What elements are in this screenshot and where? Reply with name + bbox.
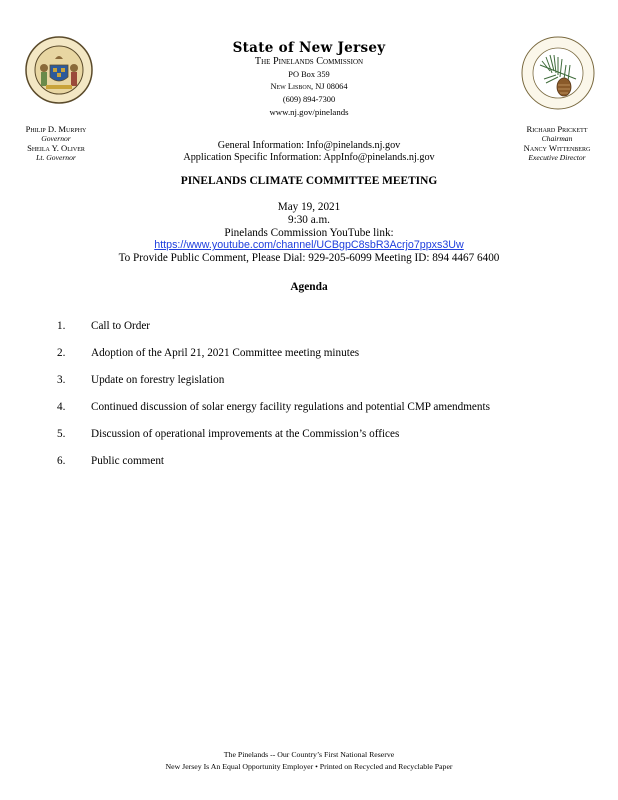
footer bbox=[0, 749, 618, 772]
director-name: Nancy Wittenberg bbox=[523, 142, 591, 153]
chairman-title: Chairman bbox=[541, 134, 573, 144]
agenda-item-text: Update on forestry legislation bbox=[91, 374, 225, 386]
application-info: Application Specific Information: AppInfo@pinelands.nj.gov bbox=[183, 152, 435, 163]
chairman-name: Richard Prickett bbox=[526, 124, 588, 134]
contact-info bbox=[0, 140, 618, 164]
agenda-item bbox=[0, 455, 618, 482]
commission-name: The Pinelands Commission bbox=[254, 56, 364, 67]
director-title: Executive Director bbox=[528, 152, 586, 162]
website: www.nj.gov/pinelands bbox=[269, 107, 349, 117]
agenda-item-number: 3. bbox=[57, 374, 66, 386]
agenda-item bbox=[0, 320, 618, 347]
agenda-item-number: 1. bbox=[57, 320, 66, 332]
agenda-item-number: 5. bbox=[57, 428, 66, 440]
agenda-item bbox=[0, 347, 618, 374]
agenda-title: Agenda bbox=[290, 281, 328, 293]
meeting-details bbox=[0, 201, 618, 265]
governor-name: Philip D. Murphy bbox=[25, 124, 87, 134]
address: New Lisbon, NJ 08064 bbox=[270, 82, 348, 91]
lt-governor-name: Sheila Y. Oliver bbox=[27, 142, 85, 153]
agenda-item-text: Call to Order bbox=[91, 320, 151, 332]
agenda-item bbox=[0, 428, 618, 455]
agenda-item-number: 4. bbox=[57, 401, 66, 413]
letterhead bbox=[0, 40, 618, 119]
footer-line-2: New Jersey Is An Equal Opportunity Employer • Printed on Recycled and Recyclable Paper bbox=[165, 761, 453, 771]
po-box: PO Box 359 bbox=[288, 69, 330, 79]
footer-line-1: The Pinelands -- Our Country’s First National Reserve bbox=[223, 750, 395, 759]
agenda-item-text: Adoption of the April 21, 2021 Committee meeting minutes bbox=[91, 347, 360, 359]
agenda-item bbox=[0, 401, 618, 428]
state-name: State of New Jersey bbox=[232, 40, 386, 56]
phone: (609) 894-7300 bbox=[282, 94, 336, 104]
youtube-link[interactable]: https://www.youtube.com/channel/UCBgpC8sbR3Acrjo7ppxs3Uw bbox=[154, 239, 464, 252]
agenda-item-text: Discussion of operational improvements at the Commission’s offices bbox=[91, 428, 400, 440]
agenda-item-number: 2. bbox=[57, 347, 66, 359]
meeting-title: PINELANDS CLIMATE COMMITTEE MEETING bbox=[180, 175, 438, 187]
meeting-date: May 19, 2021 bbox=[277, 201, 341, 213]
youtube-label: Pinelands Commission YouTube link: bbox=[224, 226, 394, 239]
general-info: General Information: Info@pinelands.nj.gov bbox=[217, 140, 401, 151]
agenda-item-text: Public comment bbox=[91, 455, 165, 467]
governor-title: Governor bbox=[41, 134, 71, 144]
agenda-item-number: 6. bbox=[57, 455, 66, 467]
public-comment-line: To Provide Public Comment, Please Dial: 929-205-6099 Meeting ID: 894 4467 6400 bbox=[118, 252, 500, 265]
lt-governor-title: Lt. Governor bbox=[36, 152, 76, 162]
agenda-item bbox=[0, 374, 618, 401]
meeting-time: 9:30 a.m. bbox=[288, 213, 330, 226]
agenda-item-text: Continued discussion of solar energy facility regulations and potential CMP amendments bbox=[91, 401, 490, 413]
agenda-list bbox=[0, 320, 618, 482]
